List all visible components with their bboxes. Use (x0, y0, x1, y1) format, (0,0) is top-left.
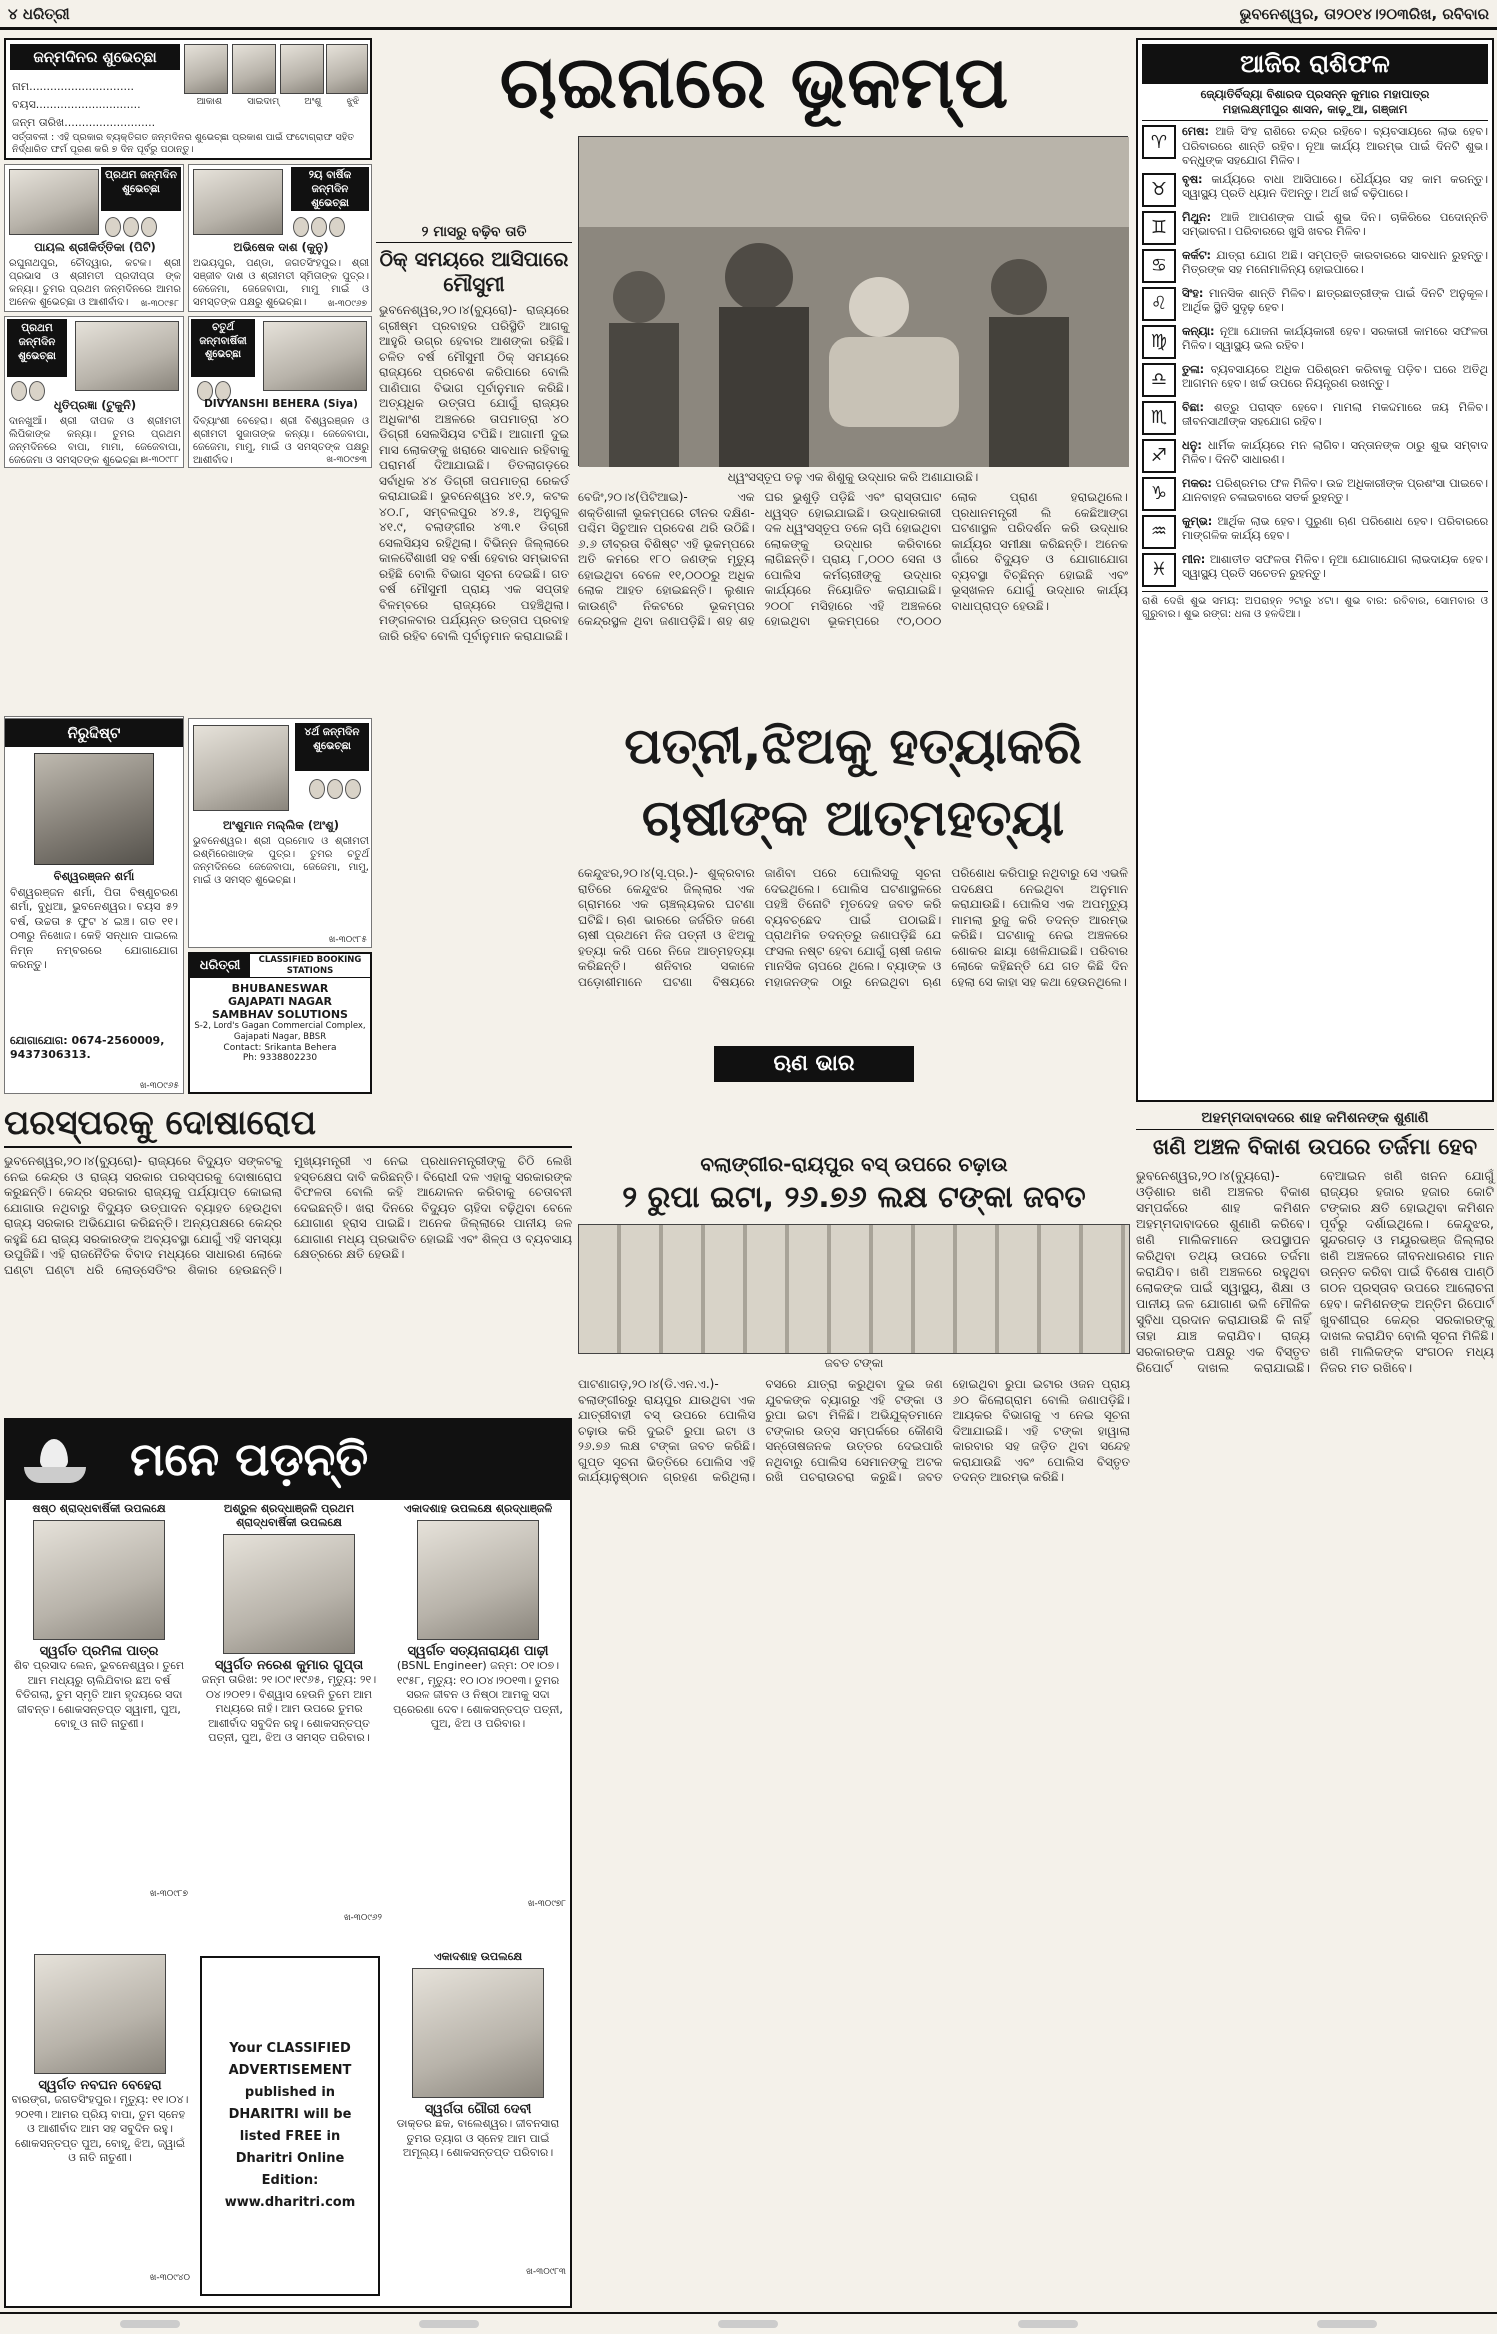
page-label: ୪ ଧରିତ୍ରୀ (8, 4, 70, 23)
missing-photo (34, 753, 154, 865)
page-footer (0, 2312, 1497, 2334)
child-photo (9, 169, 99, 235)
bus-caption: ଜବତ ଟଙ୍କା (824, 1356, 884, 1370)
form-field-age: ବୟସ.............................. (12, 98, 141, 111)
photo-label: ଅଂଶୁ (304, 96, 322, 107)
website-link[interactable]: www.dharitri.com (224, 2195, 356, 2210)
card-name: DIVYANSHI BEHERA (Siya) (204, 398, 358, 410)
rashi-body: ଆଶାତୀତ ସଫଳତା ମିଳିବ। ନୂଆ ଯୋଗାଯୋଗ ଲାଭଦାୟକ ହେବ। ସ୍ୱାସ୍ଥ୍ୟ ପ୍ରତି ସଚେତନ ରୁହନ୍ତୁ। (1182, 552, 1489, 580)
obit-photo (417, 1520, 539, 1640)
obit-code: ଖ-୩୦୯୮୭ (149, 1889, 188, 1899)
child-photo (326, 44, 368, 94)
quake-caption: ଧ୍ୱଂସସ୍ତୂପ ତଳୁ ଏକ ଶିଶୁକୁ ଉଦ୍ଧାର କରି ଅଣାଯାଉଛି। (727, 470, 979, 484)
rashi-name: ମକର: (1182, 476, 1212, 490)
child-photo (193, 169, 283, 235)
blame-body: ଭୁବନେଶ୍ୱର,୨୦।୪(ବ୍ୟୁରୋ)- ରାଜ୍ୟରେ ବିଦ୍ୟୁତ ସଙ୍କଟକୁ ନେଇ କେନ୍ଦ୍ର ଓ ରାଜ୍ୟ ସରକାର ପରସ୍ପରକୁ ଦୋଷାରୋପ କରୁଛନ୍ତି। କେନ୍ଦ୍ର ସରକାର ରାଜ୍ୟକୁ ପର୍ଯ୍ୟାପ୍ତ କୋଇଲା ଯୋଗାଉ ନଥିବାରୁ ବିଦ୍ୟୁତ ଉତ୍ପାଦନ ବ୍ୟାହତ ହେଉଥିବା ରାଜ୍ୟ ସରକାର ଅଭିଯୋଗ କରିଛନ୍ତି। ଅନ୍ୟପକ୍ଷରେ କେନ୍ଦ୍ର କହୁଛି ଯେ ରାଜ୍ୟ ସରକାରଙ୍କ ଅବ୍ୟବସ୍ଥା ଯୋଗୁଁ ଏହି ସମସ୍ୟା ଉପୁଜିଛି। ଏହି ରାଜନୈତିକ ବିବାଦ ମଧ୍ୟରେ ସାଧାରଣ ଲୋକେ ଘଣ୍ଟା ଘଣ୍ଟା ଧରି ଲୋଡ୍‌ସେଡିଂର ଶିକାର ହେଉଛନ୍ତି। ମୁଖ୍ୟମନ୍ତ୍ରୀ ଏ ନେଇ ପ୍ରଧାନମନ୍ତ୍ରୀଙ୍କୁ ଚିଠି ଲେଖି ହସ୍ତକ୍ଷେପ ଦାବି କରିଛନ୍ତି। ବିରୋଧୀ ଦଳ ଏହାକୁ ସରକାରଙ୍କ ବିଫଳତା ବୋଲି କହି ଆନ୍ଦୋଳନ କରିବାକୁ ଚେତାବନୀ ଦେଇଛନ୍ତି। ଖରା ଦିନରେ ବିଦ୍ୟୁତ ଚାହିଦା ବଢ଼ିଥିବା ବେଳେ ଯୋଗାଣ ହ୍ରାସ ପାଇଛି। ଅନେକ ଜିଲ୍ଲାରେ ପାନୀୟ ଜଳ ଯୋଗାଣ ମଧ୍ୟ ପ୍ରଭାବିତ ହୋଇଛି ଏବଂ ଶିଳ୍ପ ଓ ବ୍ୟବସାୟ କ୍ଷେତ୍ରରେ କ୍ଷତି ହେଉଛି। (4, 1154, 572, 1277)
rashi-name: ମୀନ: (1182, 552, 1206, 566)
rashi-entry (1142, 363, 1488, 397)
rashi-name: କର୍କଟ: (1182, 248, 1212, 262)
zodiac-icon: ♊ (1142, 211, 1176, 245)
obit-code: ଖ-୩୦୯୮୩ (526, 2267, 566, 2277)
zodiac-icon: ♌ (1142, 287, 1176, 321)
obit-text: ବାରଙ୍ଗ, ଜଗତସିଂହପୁର। ମୃତ୍ୟୁ: ୧୧।୦୪।୨୦୧୩। ଆମର ପ୍ରିୟ ବାପା, ତୁମ ସ୍ନେହ ଓ ଆଶୀର୍ବାଦ ଆମ ସହ ସବୁଦିନ ରହୁ। ଶୋକସନ୍ତପ୍ତ ପୁଅ, ବୋହୂ, ଝିଅ, ଜ୍ୱାଇଁ ଓ ନାତି ନାତୁଣୀ। (11, 2093, 189, 2164)
card-tag: ପ୍ରଥମ ଜନ୍ମଦିନ ଶୁଭେଚ୍ଛା (7, 319, 67, 377)
rashi-text (1182, 363, 1488, 397)
rashi-name: ସିଂହ: (1182, 286, 1204, 300)
blame-article (4, 1100, 572, 1470)
obit-photo (412, 1968, 544, 2098)
station-phone: Ph: 9338802230 (242, 1053, 318, 1063)
classified-free-box (200, 1956, 380, 2296)
murder-headline-block (578, 710, 1128, 860)
footer-mark (718, 2320, 778, 2328)
rashi-footer: ରାଶି ଦେଖି ଶୁଭ ସମୟ: ଅପରାହ୍ନ ୨ଟାରୁ ୪ଟା। ଶୁଭ ବାର: ରବିବାର, ସୋମବାର ଓ ଗୁରୁବାର। ଶୁଭ ରଙ୍ଗ: ଧଳା ଓ ହଳଦିଆ। (1142, 591, 1488, 622)
zodiac-icon: ♒ (1142, 515, 1176, 549)
child-photo (193, 725, 289, 811)
rashi-entry (1142, 173, 1488, 207)
birthday-card (188, 718, 372, 948)
rashi-text (1182, 439, 1488, 473)
murder-headline-2: ଚାଷୀଙ୍କ ଆତ୍ମହତ୍ୟା (641, 789, 1065, 847)
missing-name: ବିଶ୍ୱରଞ୍ଜନ ଶର୍ମା (53, 869, 135, 883)
zodiac-icon: ♓ (1142, 553, 1176, 587)
rashi-body: ଆଜି ଆପଣଙ୍କ ପାଇଁ ଶୁଭ ଦିନ। ଚାକିରିରେ ପଦୋନ୍ନତି ସମ୍ଭାବନା। ପରିବାରରେ ଖୁସି ଖବର ମିଳିବ। (1182, 210, 1488, 238)
obit-text: ଶିବ ପ୍ରସାଦ ଲେନ, ଭୁବନେଶ୍ୱର। ତୁମେ ଆମ ମଧ୍ୟରୁ ଚାଲିଯିବାର ଛଅ ବର୍ଷ ବିତିଗଲା, ତୁମ ସ୍ମୃତି ଆମ ହୃଦୟରେ ସଦା ଜୀବନ୍ତ। ଶୋକସନ୍ତପ୍ତ ସ୍ୱାମୀ, ପୁଅ, ବୋହୂ ଓ ନାତି ନାତୁଣୀ। (13, 1659, 185, 1730)
rashi-body: କାର୍ଯ୍ୟରେ ବାଧା ଆସିପାରେ। ଧୈର୍ଯ୍ୟର ସହ କାମ କରନ୍ତୁ। ସ୍ୱାସ୍ଥ୍ୟ ପ୍ରତି ଧ୍ୟାନ ଦିଅନ୍ତୁ। ଅର୍ଥ ଖର୍ଚ୍ଚ ବଢ଼ିପାରେ। (1182, 172, 1488, 200)
obit-photo (33, 1520, 165, 1640)
quake-body: ବେଜିଂ,୨୦।୪(ପିଟିଆଇ)- ଏକ ଶକ୍ତିଶାଳୀ ଭୂକମ୍ପରେ ଚୀନର ଦକ୍ଷିଣ-ପଶ୍ଚିମ ସିଚୁଆନ ପ୍ରଦେଶ ଥରି ଉଠିଛି। ୬.୬ ତୀବ୍ରତା ବିଶିଷ୍ଟ ଏହି ଭୂକମ୍ପରେ ଅତି କମରେ ୧୮୦ ଜଣଙ୍କ ମୃତ୍ୟୁ ହୋଇଥିବା ବେଳେ ୧୧,୦୦୦ରୁ ଅଧିକ ଲୋକ ଆହତ ହୋଇଛନ୍ତି। ଲୁଶାନ କାଉଣ୍ଟି ନିକଟରେ ଭୂକମ୍ପର କେନ୍ଦ୍ରସ୍ଥଳ ଥିବା ଜଣାପଡ଼ିଛି। ଶହ ଶହ ଘର ଭୁଶୁଡ଼ି ପଡ଼ିଛି ଏବଂ ରାସ୍ତାଘାଟ ଧ୍ୱସ୍ତ ହୋଇଯାଇଛି। ଉଦ୍ଧାରକାରୀ ଦଳ ଧ୍ୱଂସସ୍ତୂପ ତଳେ ଚାପି ହୋଇଥିବା ଲୋକଙ୍କୁ ଉଦ୍ଧାର କରିବାରେ ଲାଗିଛନ୍ତି। ପ୍ରାୟ ୮,୦୦୦ ସେନା ଓ ପୋଲିସ କର୍ମଚାରୀଙ୍କୁ ଉଦ୍ଧାର କାର୍ଯ୍ୟରେ ନିୟୋଜିତ କରାଯାଇଛି। ୨୦୦୮ ମସିହାରେ ଏହି ଅଞ୍ଚଳରେ ହୋଇଥିବା ଭୂକମ୍ପରେ ୯୦,୦୦୦ ଲୋକ ପ୍ରାଣ ହରାଇଥିଲେ। ପ୍ରଧାନମନ୍ତ୍ରୀ ଲି କେଛିଆଙ୍ଗ ଘଟଣାସ୍ଥଳ ପରିଦର୍ଶନ କରି ଉଦ୍ଧାର କାର୍ଯ୍ୟର ସମୀକ୍ଷା କରିଛନ୍ତି। ଅନେକ ଗାଁରେ ବିଦ୍ୟୁତ ଓ ଯୋଗାଯୋଗ ବ୍ୟବସ୍ଥା ବିଚ୍ଛିନ୍ନ ହୋଇଛି ଏବଂ ଭୂସ୍ଖଳନ ଯୋଗୁଁ ଉଦ୍ଧାର କାର୍ଯ୍ୟ ବାଧାପ୍ରାପ୍ତ ହେଉଛି। (578, 490, 1128, 628)
birthday-card (188, 316, 372, 468)
zodiac-icon: ♑ (1142, 477, 1176, 511)
birthday-form-fields (12, 78, 182, 132)
monsoon-body: ଭୁବନେଶ୍ୱର,୨୦।୪(ବ୍ୟୁରୋ)- ରାଜ୍ୟରେ ଗ୍ରୀଷ୍ମ ପ୍ରବାହର ପରିସ୍ଥିତି ଆଗକୁ ଆହୁରି ଉଗ୍ର ହେବାର ଆଶଙ୍କା ରହିଛି। ଚଳିତ ବର୍ଷ ମୌସୁମୀ ଠିକ୍ ସମୟରେ ରାଜ୍ୟରେ ପ୍ରବେଶ କରିପାରେ ବୋଲି ପାଣିପାଗ ବିଭାଗ ପୂର୍ବାନୁମାନ କରିଛି। ଅତ୍ୟଧିକ ଉତ୍ତାପ ଯୋଗୁଁ ରାଜ୍ୟର ଅଧିକାଂଶ ଅଞ୍ଚଳରେ ତାପମାତ୍ରା ୪୦ ଡିଗ୍ରୀ ସେଲସିୟସ ଟପିଛି। ଆଗାମୀ ଦୁଇ ମାସ ଲୋକଙ୍କୁ ଖରାରେ ସାବଧାନ ରହିବାକୁ ପରାମର୍ଶ ଦିଆଯାଇଛି। ତିତଲାଗଡ଼ରେ ସର୍ବାଧିକ ୪୪ ଡିଗ୍ରୀ ତାପମାତ୍ରା ରେକର୍ଡ କରାଯାଇଛି। ଭୁବନେଶ୍ୱର ୪୧.୨, କଟକ ୪୦.୮, ସମ୍ବଲପୁର ୪୨.୫, ଅନୁଗୁଳ ୪୧.୯, ବଲାଙ୍ଗୀର ୪୩.୧ ଡିଗ୍ରୀ ସେଲସିୟସ ରହିଥିଲା। ବିଭିନ୍ନ ଜିଲ୍ଲାରେ କାଳବୈଶାଖୀ ସହ ବର୍ଷା ହେବାର ସମ୍ଭାବନା ରହିଛି ବୋଲି ବିଭାଗ ସୂଚନା ଦେଇଛି। ଗତ ବର୍ଷ ମୌସୁମୀ ପ୍ରାୟ ଏକ ସପ୍ତାହ ବିଳମ୍ବରେ ରାଜ୍ୟରେ ପହଞ୍ଚିଥିଲା। ମଙ୍ଗଳବାର ପର୍ଯ୍ୟନ୍ତ ଉତ୍ତାପ ପ୍ରବାହ ଜାରି ରହିବ ବୋଲି ପୂର୍ବାନୁମାନ କରାଯାଇଛି। (379, 303, 569, 643)
card-text: ଭୁବନେଶ୍ୱର। ଶ୍ରୀ ପ୍ରମୋଦ ଓ ଶ୍ରୀମତୀ ରଶ୍ମିରେଖାଙ୍କ ପୁତ୍ର। ତୁମର ଚତୁର୍ଥ ଜନ୍ମଦିନରେ ଜେଜେବାପା, ଜେଜେମା, ମାମୁ, ମାଇଁ ଓ ସମସ୍ତ ଶୁଭେଚ୍ଛା। (193, 836, 369, 886)
obit-name: ସ୍ୱର୍ଗତ ସତ୍ୟନାରାୟଣ ପାଢ଼ୀ (407, 1644, 549, 1659)
rashi-body: ବ୍ୟବସାୟରେ ଅଧିକ ପରିଶ୍ରମ କରିବାକୁ ପଡ଼ିବ। ଘରେ ଅତିଥି ଆଗମନ ହେବ। ଖର୍ଚ୍ଚ ଉପରେ ନିୟନ୍ତ୍ରଣ ରଖନ୍ତୁ। (1182, 362, 1488, 390)
station-area: GAJAPATI NAGAR (227, 995, 333, 1008)
missing-text: ବିଶ୍ୱରଞ୍ଜନ ଶର୍ମା, ପିତା ବିଷ୍ଣୁଚରଣ ଶର୍ମା, ବୁଧିଆ, ଭୁବନେଶ୍ୱର। ବୟସ ୫୨ ବର୍ଷ, ଉଚ୍ଚତା ୫ ଫୁଟ ୪ ଇଞ୍ଚ। ଗତ ୧୧।୦୩ରୁ ନିଖୋଜ। କେହି ସନ୍ଧାନ ପାଇଲେ ନିମ୍ନ ନମ୍ବରରେ ଯୋଗାଯୋଗ କରନ୍ତୁ। (10, 885, 178, 971)
rashi-entry (1142, 439, 1488, 473)
zodiac-icon: ♍ (1142, 325, 1176, 359)
card-code: ଖ-୩୦୯୭୩ (326, 455, 367, 465)
rashi-body: ମାନସିକ ଶାନ୍ତି ମିଳିବ। ଛାତ୍ରଛାତ୍ରୀଙ୍କ ପାଇଁ ଦିନଟି ଅନୁକୂଳ। ଆର୍ଥିକ ସ୍ଥିତି ସୁଦୃଢ଼ ହେବ। (1182, 286, 1488, 314)
quake-headline: ଚାଇନାରେ ଭୂକମ୍ପ (499, 40, 1009, 124)
bus-body: ପାଟଣାଗଡ଼,୨୦।୪(ଡି.ଏନ.ଏ.)- ବଲାଙ୍ଗୀରରୁ ରାୟପୁର ଯାଉଥିବା ଏକ ଯାତ୍ରୀବାହୀ ବସ୍ ଉପରେ ପୋଲିସ ଚଢ଼ାଉ କରି ଦୁଇଟି ରୁପା ଇଟା ଓ ୨୬.୭୬ ଲକ୍ଷ ଟଙ୍କା ଜବତ କରିଛି। ଗୁପ୍ତ ସୂଚନା ଭିତ୍ତିରେ ପୋଲିସ ଏହି କାର୍ଯ୍ୟାନୁଷ୍ଠାନ ଗ୍ରହଣ କରିଥିଲା। ବସରେ ଯାତ୍ରା କରୁଥିବା ଦୁଇ ଜଣ ଯୁବକଙ୍କ ବ୍ୟାଗରୁ ଏହି ଟଙ୍କା ଓ ରୁପା ଇଟା ମିଳିଛି। ଅଭିଯୁକ୍ତମାନେ ଟଙ୍କାର ଉତ୍ସ ସମ୍ପର୍କରେ କୌଣସି ସନ୍ତୋଷଜନକ ଉତ୍ତର ଦେଇପାରି ନଥିବାରୁ ପୋଲିସ ସେମାନଙ୍କୁ ଅଟକ ରଖି ପଚରାଉଚରା କରୁଛି। ଜବତ ହୋଇଥିବା ରୁପା ଇଟାର ଓଜନ ପ୍ରାୟ ୬୦ କିଲୋଗ୍ରାମ ବୋଲି ଜଣାପଡ଼ିଛି। ଆୟକର ବିଭାଗକୁ ଏ ନେଇ ସୂଚନା ଦିଆଯାଇଛି। ଏହି ଟଙ୍କା ହାୱାଲା କାରବାର ସହ ଜଡ଼ିତ ଥିବା ସନ୍ଦେହ କରାଯାଉଛି ଏବଂ ପୋଲିସ ବିସ୍ତୃତ ତଦନ୍ତ ଆରମ୍ଭ କରିଛି। (578, 1377, 1130, 1484)
rashi-text (1182, 515, 1488, 549)
murder-body-continued (578, 1086, 1128, 1146)
blame-headline: ପରସ୍ପରକୁ ଦୋଷାରୋପ (4, 1100, 572, 1148)
rashi-body: ଆଜି ସିଂହ ରାଶିରେ ଚନ୍ଦ୍ର ରହିବେ। ବ୍ୟବସାୟରେ ଲାଭ ହେବ। ପରିବାରରେ ଶାନ୍ତି ରହିବ। ନୂଆ କାର୍ଯ୍ୟ ଆରମ୍ଭ ପାଇଁ ଦିନଟି ଶୁଭ। ବନ୍ଧୁଙ୍କ ସହଯୋଗ ମିଳିବ। (1182, 125, 1488, 167)
free-line: Edition: (261, 2173, 319, 2188)
obituary-card (10, 1502, 188, 1922)
card-name: ଅଭିଷେକ ଦାଶ (କୁନୁ) (233, 240, 329, 254)
balloons-icon (309, 779, 363, 803)
rashiphala-box (1136, 38, 1494, 1102)
free-line: DHARITRI will be (228, 2107, 352, 2122)
bus-kicker: ବଲାଙ୍ଗୀର-ରାୟପୁର ବସ୍ ଉପରେ ଚଢ଼ାଉ (700, 1152, 1008, 1176)
zodiac-icon: ♉ (1142, 173, 1176, 207)
mining-article (1136, 1110, 1494, 2306)
obit-tag: ଷଷ୍ଠ ଶ୍ରାଦ୍ଧବାର୍ଷିକୀ ଉପଲକ୍ଷେ (32, 1502, 166, 1515)
rashi-name: କନ୍ୟା: (1182, 324, 1215, 338)
rashi-name: ତୁଳା: (1182, 362, 1205, 376)
obit-name: ସ୍ୱର୍ଗତ ନବଘନ ବେହେରା (38, 2078, 162, 2093)
rashi-name: ମିଥୁନ: (1182, 210, 1212, 224)
free-line: ADVERTISEMENT (228, 2063, 352, 2078)
obituary-card (10, 1950, 190, 2302)
rashi-body: ଆର୍ଥିକ ଲାଭ ହେବ। ପୁରୁଣା ଋଣ ପରିଶୋଧ ହେବ। ପରିବାରରେ ମାଙ୍ଗଳିକ କାର୍ଯ୍ୟ ହେବ। (1182, 514, 1489, 542)
rashi-entry (1142, 287, 1488, 321)
obit-tag: ଏକାଦଶାହ ଉପଲକ୍ଷେ ଶ୍ରଦ୍ଧାଞ୍ଜଳି (403, 1502, 553, 1515)
station-contact: Contact: Srikanta Behera (223, 1043, 337, 1053)
child-photo (184, 44, 228, 94)
obit-tag: ଅଶ୍ରୁଳ ଶ୍ରଦ୍ଧାଞ୍ଜଳି ପ୍ରଥମ ଶ୍ରାଦ୍ଧବାର୍ଷିକୀ ଉପଲକ୍ଷେ (223, 1502, 355, 1529)
card-name: ପାୟଲ ଶ୍ରୀକିର୍ତ୍ତିକା (ପିଟି) (34, 240, 156, 254)
card-code: ଖ-୩୦୯୬୭ (327, 299, 367, 309)
zodiac-icon: ♏ (1142, 401, 1176, 435)
missing-code: ଖ-୩୦୯୬୫ (139, 1081, 179, 1091)
card-text: ଦାନଖୁଆଁ। ଶ୍ରୀ ଦୀପକ ଓ ଶ୍ରୀମତୀ ଲିପିକାଙ୍କ କନ୍ୟା। ତୁମର ପ୍ରଥମ ଜନ୍ମଦିନରେ ବାପା, ମାମା, ଜେଜେବାପା, ଜେଜେମା ଓ ସମସ୍ତଙ୍କ ଶୁଭେଚ୍ଛା। (9, 416, 181, 466)
astrologer-name: ଜ୍ୟୋତିର୍ବିଦ୍ୟା ବିଶାରଦ ପ୍ରସନ୍ନ କୁମାର ମହାପାତ୍ର (1200, 87, 1430, 101)
zodiac-icon: ♐ (1142, 439, 1176, 473)
obit-code: ଖ-୩୦୯୬୨ (343, 1913, 382, 1923)
rashi-name: ବୃଷ: (1182, 172, 1203, 186)
obit-code: ଖ-୩୦୯୭୮ (527, 1899, 566, 1909)
missing-phone: ଯୋଗାଯୋଗ: 0674-2560009, 9437306313. (10, 1033, 165, 1061)
card-text: ରଘୁନାଥପୁର, ଚୌଦ୍ୱାର, କଟକ। ଶ୍ରୀ ପ୍ରଭାସ ଓ ଶ୍ରୀମତୀ ପ୍ରଦୀପ୍ତା ଙ୍କ କନ୍ୟା। ତୁମର ପ୍ରଥମ ଜନ୍ମଦିନରେ ଆମର ଅନେକ ଶୁଭେଚ୍ଛା ଓ ଆଶୀର୍ବାଦ। (9, 258, 181, 308)
footer-mark (1018, 2320, 1078, 2328)
remembrance-header (6, 1420, 570, 1500)
murder-subhead: ଋଣ ଭାର (714, 1046, 914, 1082)
obit-code: ଖ-୩୦୯୪୦ (149, 2273, 190, 2283)
child-photo (232, 44, 276, 94)
form-photo-labels (184, 96, 372, 107)
station-city: BHUBANESWAR (231, 982, 329, 995)
zodiac-icon: ♈ (1142, 125, 1176, 159)
mining-kicker: ଅହମ୍ମଦାବାଦରେ ଶାହ କମିଶନଙ୍କ ଶୁଣାଣି (1136, 1110, 1494, 1130)
child-photo (280, 44, 324, 94)
rashi-body: ଶତ୍ରୁ ପରାସ୍ତ ହେବେ। ମାମଲା ମକଦ୍ଦମାରେ ଜୟ ମିଳିବ। ଜୀବନସାଥୀଙ୍କ ସହଯୋଗ ରହିବ। (1182, 400, 1488, 428)
monsoon-story-column (376, 224, 572, 1148)
footer-mark (419, 2320, 479, 2328)
masthead (0, 0, 1497, 30)
obit-text: (BSNL Engineer) ଜନ୍ମ: ୦୧।୦୭।୧୯୫୮, ମୃତ୍ୟୁ: ୧୦।୦୪।୨୦୧୩। ତୁମର ସରଳ ଜୀବନ ଓ ନିଷ୍ଠା ଆମକୁ ସଦା ପ୍ରେରଣା ଦେବ। ଶୋକସନ୍ତପ୍ତ ପତ୍ନୀ, ପୁଅ, ଝିଅ ଓ ପରିବାର। (393, 1659, 563, 1730)
form-field-dob: ଜନ୍ମ ତାରିଖ.......................... (12, 116, 156, 129)
card-tag: ଚତୁର୍ଥ ଜନ୍ମବାର୍ଷିକୀ ଶୁଭେଚ୍ଛା (191, 319, 255, 377)
rashi-body: ନୂଆ ଯୋଜନା କାର୍ଯ୍ୟକାରୀ ହେବ। ସରକାରୀ କାମରେ ସଫଳତା ମିଳିବ। ସ୍ୱାସ୍ଥ୍ୟ ଭଲ ରହିବ। (1182, 324, 1488, 352)
photo-label: ଆକାଶ (196, 96, 223, 107)
station-address: S-2, Lord's Gagan Commercial Complex, Gajapati Nagar, BBSR (194, 1021, 366, 1042)
zodiac-icon: ♎ (1142, 363, 1176, 397)
brand-logo: ଧରିତ୍ରୀ (190, 954, 250, 977)
obit-name: ସ୍ୱର୍ଗତ ନରେଶ କୁମାର ଗୁପ୍ତା (214, 1658, 364, 1673)
rashi-text (1182, 249, 1488, 283)
station-agency: SAMBHAV SOLUTIONS (212, 1008, 348, 1021)
quake-photo (578, 136, 1128, 466)
rashi-text (1182, 477, 1488, 511)
obit-photo (223, 1534, 355, 1654)
card-text: ଦିବ୍ୟାଂଶୀ ବେହେରା। ଶ୍ରୀ ବିଶ୍ୱରଞ୍ଜନ ଓ ଶ୍ରୀମତୀ ସୁଜାତାଙ୍କ କନ୍ୟା। ଜେଜେବାପା, ଜେଜେମା, ମାମୁ, ମାଇଁ ଓ ସମସ୍ତଙ୍କ ପକ୍ଷରୁ ଆଶୀର୍ବାଦ। (193, 416, 369, 466)
rashi-entry (1142, 401, 1488, 435)
card-code: ଖ-୩୦୯୫୮ (140, 299, 179, 309)
mining-body: ଭୁବନେଶ୍ୱର,୨୦।୪(ବ୍ୟୁରୋ)- ଓଡ଼ିଶାର ଖଣି ଅଞ୍ଚଳର ବିକାଶ ସମ୍ପର୍କରେ ଶାହ କମିଶନ ଅହମ୍ମଦାବାଦରେ ଶୁଣାଣି କରିବେ। ଖଣି ମାଲିକମାନେ ଉପସ୍ଥାପନ କରିଥିବା ତଥ୍ୟ ଉପରେ ତର୍ଜମା କରାଯିବ। ଖଣି ଅଞ୍ଚଳରେ ରହୁଥିବା ଲୋକଙ୍କ ପାଇଁ ସ୍ୱାସ୍ଥ୍ୟ, ଶିକ୍ଷା ଓ ପାନୀୟ ଜଳ ଯୋଗାଣ ଭଳି ମୌଳିକ ସୁବିଧା ପ୍ରଦାନ କରାଯାଉଛି କି ନାହିଁ ତାହା ଯାଞ୍ଚ କରାଯିବ। ରାଜ୍ୟ ସରକାରଙ୍କ ପକ୍ଷରୁ ଏକ ବିସ୍ତୃତ ରିପୋର୍ଟ ଦାଖଲ କରାଯାଇଛି। ବେଆଇନ ଖଣି ଖନନ ଯୋଗୁଁ ରାଜ୍ୟର ହଜାର ହଜାର କୋଟି ଟଙ୍କାର କ୍ଷତି ହୋଇଥିବା କମିଶନ ପୂର୍ବରୁ ଦର୍ଶାଇଥିଲେ। କେନ୍ଦୁଝର, ସୁନ୍ଦରଗଡ଼ ଓ ମୟୂରଭଞ୍ଜ ଜିଲ୍ଲାର ଖଣି ଅଞ୍ଚଳରେ ଜୀବନଧାରଣର ମାନ ଉନ୍ନତ କରିବା ପାଇଁ ବିଶେଷ ପାଣ୍ଠି ଗଠନ ପ୍ରସ୍ତାବ ଉପରେ ଆଲୋଚନା ହେବ। କମିଶନଙ୍କ ଅନ୍ତିମ ରିପୋର୍ଟ ଖୁବଶୀଘ୍ର କେନ୍ଦ୍ର ସରକାରଙ୍କୁ ଦାଖଲ କରାଯିବ ବୋଲି ସୂଚନା ମିଳିଛି। ଖଣି ମାଲିକଙ୍କ ସଂଗଠନ ମଧ୍ୟ ନିଜର ମତ ରଖିବେ। (1136, 1168, 1494, 1375)
rashi-text (1182, 211, 1488, 245)
rashi-entry (1142, 477, 1488, 511)
rashi-name: ମେଷ: (1182, 125, 1209, 138)
cash-photo (578, 1224, 1130, 1354)
photo-label: ଝୁଝି (346, 96, 360, 107)
rashi-entry (1142, 125, 1488, 169)
birthday-title: ଜନ୍ମଦିନର ଶୁଭେଚ୍ଛା (10, 44, 180, 70)
rashi-body: ଧାର୍ମିକ କାର୍ଯ୍ୟରେ ମନ ଲାଗିବ। ସନ୍ତାନଙ୍କ ଠାରୁ ଶୁଭ ସମ୍ବାଦ ମିଳିବ। ଦିନଟି ସାଧାରଣ। (1182, 438, 1488, 466)
birthday-form-box (4, 38, 372, 160)
card-tag: ପ୍ରଥମ ଜନ୍ମଦିନ ଶୁଭେଚ୍ଛା (101, 167, 181, 211)
astrologer-address: ମହାଲକ୍ଷ୍ମୀପୁର ଶାସନ, କାଢ଼ୁଆ, ଗଞ୍ଜାମ (1142, 102, 1488, 121)
rashi-name: କୁମ୍ଭ: (1182, 514, 1213, 528)
remembrance-title: ମନେ ପଡ଼ନ୍ତି (130, 1432, 369, 1486)
missing-title: ନିରୁଦ୍ଦିଷ୍ଟ (5, 719, 183, 747)
free-line: Dharitri Online (235, 2151, 345, 2166)
zodiac-icon: ♋ (1142, 249, 1176, 283)
rashi-body: ଯାତ୍ରା ଯୋଗ ଅଛି। ସମ୍ପତ୍ତି କାରବାରରେ ସାବଧାନ ରୁହନ୍ତୁ। ମିତ୍ରଙ୍କ ସହ ମନୋମାଳିନ୍ୟ ହୋଇପାରେ। (1182, 248, 1489, 276)
birthday-card (4, 316, 184, 468)
obit-tag: ଏକାଦଶାହ ଉପଲକ୍ଷେ (433, 1950, 523, 1963)
birthday-card (188, 164, 372, 312)
obit-name: ସ୍ୱର୍ଗତା ଗୌରୀ ଦେବୀ (424, 2102, 532, 2117)
rashi-text (1182, 401, 1488, 435)
rashi-name: ବିଛା: (1182, 400, 1204, 414)
obit-photo (34, 1954, 166, 2074)
footer-mark (1317, 2320, 1377, 2328)
mining-headline: ଖଣି ଅଞ୍ଚଳ ବିକାଶ ଉପରେ ତର୍ଜମା ହେବ (1152, 1135, 1478, 1160)
obituary-card (390, 1502, 566, 1942)
rashi-entry (1142, 211, 1488, 245)
child-photo (75, 321, 179, 391)
rashiphala-title: ଆଜିର ରାଶିଫଳ (1142, 44, 1488, 84)
birthday-card (4, 164, 184, 312)
missing-section (4, 718, 184, 1094)
card-tag: ୨ୟ ବାର୍ଷିକ ଜନ୍ମଦିନ ଶୁଭେଚ୍ଛା (291, 167, 369, 211)
murder-body: କେନ୍ଦୁଝର,୨୦।୪(ସୂ.ପ୍ର.)- ଶୁକ୍ରବାର ରାତିରେ କେନ୍ଦୁଝର ଜିଲ୍ଲାର ଏକ ଗ୍ରାମରେ ଏକ ଚାଞ୍ଚଲ୍ୟକର ଘଟଣା ଘଟିଛି। ଋଣ ଭାରରେ ଜର୍ଜରିତ ଜଣେ ଚାଷୀ ପ୍ରଥମେ ନିଜ ପତ୍ନୀ ଓ ଝିଅକୁ ହତ୍ୟା କରି ପରେ ନିଜେ ଆତ୍ମହତ୍ୟା କରିଛନ୍ତି। ଶନିବାର ସକାଳେ ପଡ଼ୋଶୀମାନେ ଘଟଣା ବିଷୟରେ ଜାଣିବା ପରେ ପୋଲିସକୁ ସୂଚନା ଦେଇଥିଲେ। ପୋଲିସ ଘଟଣାସ୍ଥଳରେ ପହଞ୍ଚି ତିନୋଟି ମୃତଦେହ ଜବତ କରି ବ୍ୟବଚ୍ଛେଦ ପାଇଁ ପଠାଇଛି। ପ୍ରାଥମିକ ତଦନ୍ତରୁ ଜଣାପଡ଼ିଛି ଯେ ଫସଲ ନଷ୍ଟ ହେବା ଯୋଗୁଁ ଚାଷୀ ଜଣକ ମାନସିକ ଚାପରେ ଥିଲେ। ବ୍ୟାଙ୍କ ଓ ମହାଜନଙ୍କ ଠାରୁ ନେଇଥିବା ଋଣ ପରିଶୋଧ କରିପାରୁ ନଥିବାରୁ ସେ ଏଭଳି ପଦକ୍ଷେପ ନେଇଥିବା ଅନୁମାନ କରାଯାଉଛି। ପୋଲିସ ଏକ ଅପମୃତ୍ୟୁ ମାମଲା ରୁଜୁ କରି ତଦନ୍ତ ଆରମ୍ଭ କରିଛି। ଘଟଣାକୁ ନେଇ ଅଞ୍ଚଳରେ ଶୋକର ଛାୟା ଖେଳିଯାଇଛି। ପରିବାର ଲୋକେ କହିଛନ୍ତି ଯେ ଗତ କିଛି ଦିନ ହେଲା ସେ କାହା ସହ କଥା ହେଉନଥିଲେ। (578, 866, 1128, 989)
rashi-text (1182, 173, 1488, 207)
rashi-entry (1142, 249, 1488, 283)
rashi-entry (1142, 515, 1488, 549)
rashi-entry (1142, 325, 1488, 359)
rashi-text (1182, 125, 1488, 169)
obituary-card (390, 1950, 566, 2302)
dateline: ଭୁବନେଶ୍ୱର, ତା୨୦୧୪।୨୦୩ରିଖ, ରବିବାର (1239, 4, 1489, 23)
rashi-entry (1142, 553, 1488, 587)
rashi-text (1182, 325, 1488, 359)
footer-mark (120, 2320, 180, 2328)
rashi-name: ଧନୁ: (1182, 438, 1202, 452)
child-photo (263, 321, 367, 391)
card-tag: ୪ର୍ଥ ଜନ୍ମଦିନ ଶୁଭେଚ୍ଛା (295, 723, 369, 771)
bus-article (578, 1150, 1130, 2306)
card-text: ଅଭୟପୁର, ପଣ୍ଡା, ଜଗତସିଂହପୁର। ଶ୍ରୀ ସଞ୍ଜୀବ ଦାଶ ଓ ଶ୍ରୀମତୀ ସ୍ମିତାଙ୍କ ପୁତ୍ର। ଜେଜେମା, ଜେଜେବାପା, ମାମୁ ମାଇଁ ଓ ସମସ୍ତଙ୍କ ପକ୍ଷରୁ ଶୁଭେଚ୍ଛା। (193, 258, 369, 308)
monsoon-kicker: ୨ ମାସରୁ ବଢ଼ିବ ତାତି (376, 224, 572, 243)
rashi-text (1182, 553, 1488, 587)
obit-name: ସ୍ୱର୍ଗତ ପ୍ରମିଳା ପାତ୍ର (39, 1644, 159, 1659)
bus-headline: ୨ ରୁପା ଇଟା, ୨୬.୭୬ ଲକ୍ଷ ଟଙ୍କା ଜବତ (622, 1180, 1086, 1215)
photo-label: ସାଇଦାମ୍ (247, 96, 280, 107)
form-field-name: ନାମ.............................. (12, 80, 134, 93)
form-note: ସର୍ତ୍ତାବଳୀ : ଏହି ପ୍ରକାର ବ୍ୟକ୍ତିଗତ ଜନ୍ମଦିନର ଶୁଭେଚ୍ଛା ପ୍ରକାଶ ପାଇଁ ଫଟୋଗ୍ରାଫ ସହିତ ନିର୍ଦ୍ଧାରିତ ଫର୍ମ ପୂରଣ କରି ୭ ଦିନ ପୂର୍ବରୁ ପଠାନ୍ତୁ। (12, 132, 355, 155)
rashi-list (1142, 125, 1488, 587)
murder-headline-1: ପତ୍ନୀ,ଝିଅକୁ ହତ୍ୟାକରି (624, 717, 1082, 775)
free-line: published in (244, 2085, 336, 2100)
obituary-card (196, 1502, 382, 1942)
card-code: ଖ-୩୦୯୮୮ (141, 455, 179, 465)
station-label: CLASSIFIED BOOKING STATIONS (258, 955, 362, 976)
obit-text: ଜନ୍ମ ତାରିଖ: ୨୧।୦୯।୧୯୬୫, ମୃତ୍ୟୁ: ୨୧।୦୪।୨୦୧୨। ବିଶ୍ୱାସ ହେଉନି ତୁମେ ଆମ ମଧ୍ୟରେ ନାହଁ। ଆମ ଉପରେ ତୁମର ଆଶୀର୍ବାଦ ସବୁଦିନ ରହୁ। ଶୋକସନ୍ତପ୍ତ ପତ୍ନୀ, ପୁଅ, ଝିଅ ଓ ସମସ୍ତ ପରିବାର। (201, 1673, 377, 1744)
rashi-body: ପରିଶ୍ରମର ଫଳ ମିଳିବ। ଉଚ୍ଚ ଅଧିକାରୀଙ୍କ ପ୍ରଶଂସା ପାଇବେ। ଯାନବାହନ ଚଳାଇବାରେ ସତର୍କ ରୁହନ୍ତୁ। (1182, 476, 1488, 504)
classified-station-box (188, 952, 372, 1094)
card-code: ଖ-୩୦୯୮୫ (328, 935, 367, 945)
rashi-text (1182, 287, 1488, 321)
card-name: ଧୃତିପ୍ରଜ୍ଞା (ଟୁକୁନି) (53, 398, 137, 412)
card-name: ଅଂଶୁମାନ ମଲ୍ଲିକ (ଅଂଶୁ) (223, 818, 339, 832)
free-line: listed FREE in (239, 2129, 341, 2144)
free-line: Your CLASSIFIED (229, 2041, 351, 2056)
lamp-icon (20, 1435, 100, 1485)
obit-text: ଡାକ୍ତର ଛକ, ବାଲେଶ୍ୱର। ଜୀବନସାରା ତୁମର ତ୍ୟାଗ ଓ ସ୍ନେହ ଆମ ପାଇଁ ଅମୂଲ୍ୟ। ଶୋକସନ୍ତପ୍ତ ପରିବାର। (396, 2117, 560, 2159)
monsoon-headline: ଠିକ୍ ସମୟରେ ଆସିପାରେ ମୌସୁମୀ (379, 247, 569, 296)
